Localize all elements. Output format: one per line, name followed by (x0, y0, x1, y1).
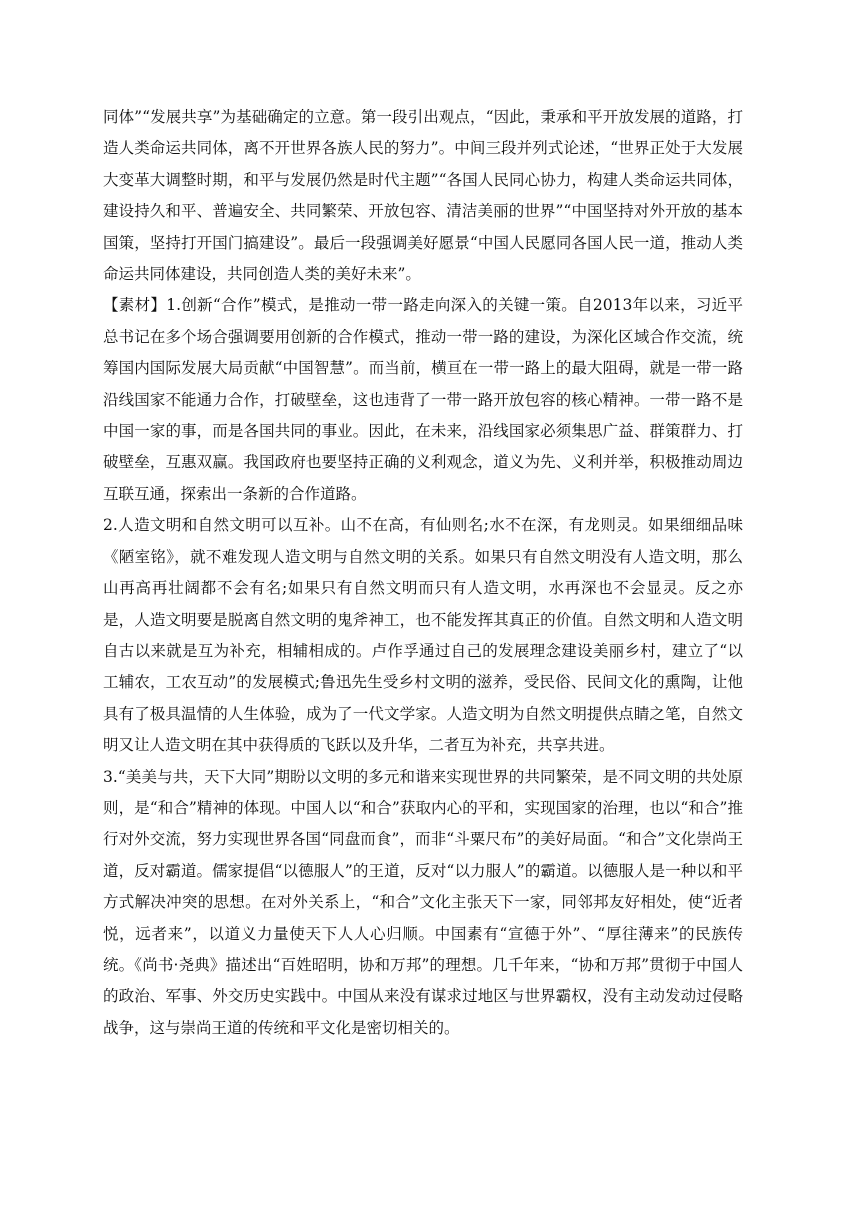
paragraph-material-1: 【素材】1.创新“合作”模式，是推动一带一路走向深入的关键一策。自2013年以来，习近平总书记在多个场合强调要用创新的合作模式，推动一带一路的建设，为深化区域合作交流，统筹国内国际发展大局贡献“中国智慧”。而当前，横亘在一带一路上的最大阻碍，就是一带一路沿线国家不能通力合作，打破壁垒，这也违背了一带一路开放包容的核心精神。一带一路不是中国一家的事，而是各国共同的事业。因此，在未来，沿线国家必须集思广益、群策群力、打破壁垒，互惠双赢。我国政府也要坚持正确的义利观念，道义为先、义利并举，积极推动周边互联互通，探索出一条新的合作道路。 (103, 296, 743, 503)
paragraph-material-3: 3.“美美与共，天下大同”期盼以文明的多元和谐来实现世界的共同繁荣，是不同文明的共处原则，是“和合”精神的体现。中国人以“和合”获取内心的平和，实现国家的治理，也以“和合”推行对外交流，努力实现世界各国“同盘而食”，而非“斗粟尺布”的美好局面。“和合”文化崇尚王道，反对霸道。儒家提倡“以德服人”的王道，反对“以力服人”的霸道。以德服人是一种以和平方式解决冲突的思想。在对外关系上，“和合”文化主张天下一家，同邻邦友好相处，使“近者悦，远者来”，以道义力量使天下人人心归顺。中国素有“宣德于外”、“厚往薄来”的民族传统。《尚书·尧典》描述出“百姓昭明，协和万邦”的理想。几千年来，“协和万邦”贯彻于中国人的政治、军事、外交历史实践中。中国从来没有谋求过地区与世界霸权，没有主动发动过侵略战争，这与崇尚王道的传统和平文化是密切相关的。 (103, 767, 743, 1037)
document-body (103, 102, 743, 1044)
paragraph-essay-analysis: 同体”“发展共享”为基础确定的立意。第一段引出观点，“因此，秉承和平开放发展的道路，打造人类命运共同体，离不开世界各族人民的努力”。中间三段并列式论述，“世界正处于大发展大变革大调整时期，和平与发展仍然是时代主题”“各国人民同心协力，构建人类命运共同体，建设持久和平、普遍安全、共同繁荣、开放包容、清洁美丽的世界”“中国坚持对外开放的基本国策，坚持打开国门搞建设”。最后一段强调美好愿景“中国人民愿同各国人民一道，推动人类命运共同体建设，共同创造人类的美好未来”。 (103, 108, 743, 284)
paragraph-material-2: 2.人造文明和自然文明可以互补。山不在高，有仙则名;水不在深，有龙则灵。如果细细品味《陋室铭》，就不难发现人造文明与自然文明的关系。如果只有自然文明没有人造文明，那么山再高再壮阔都不会有名;如果只有自然文明而只有人造文明，水再深也不会显灵。反之亦是，人造文明要是脱离自然文明的鬼斧神工，也不能发挥其真正的价值。自然文明和人造文明自古以来就是互为补充，相辅相成的。卢作孚通过自己的发展理念建设美丽乡村，建立了“以工辅农，工农互动”的发展模式;鲁迅先生受乡村文明的滋养，受民俗、民间文化的熏陶，让他具有了极具温情的人生体验，成为了一代文学家。人造文明为自然文明提供点睛之笔，自然文明又让人造文明在其中获得质的飞跃以及升华，二者互为补充，共享共进。 (103, 516, 743, 755)
